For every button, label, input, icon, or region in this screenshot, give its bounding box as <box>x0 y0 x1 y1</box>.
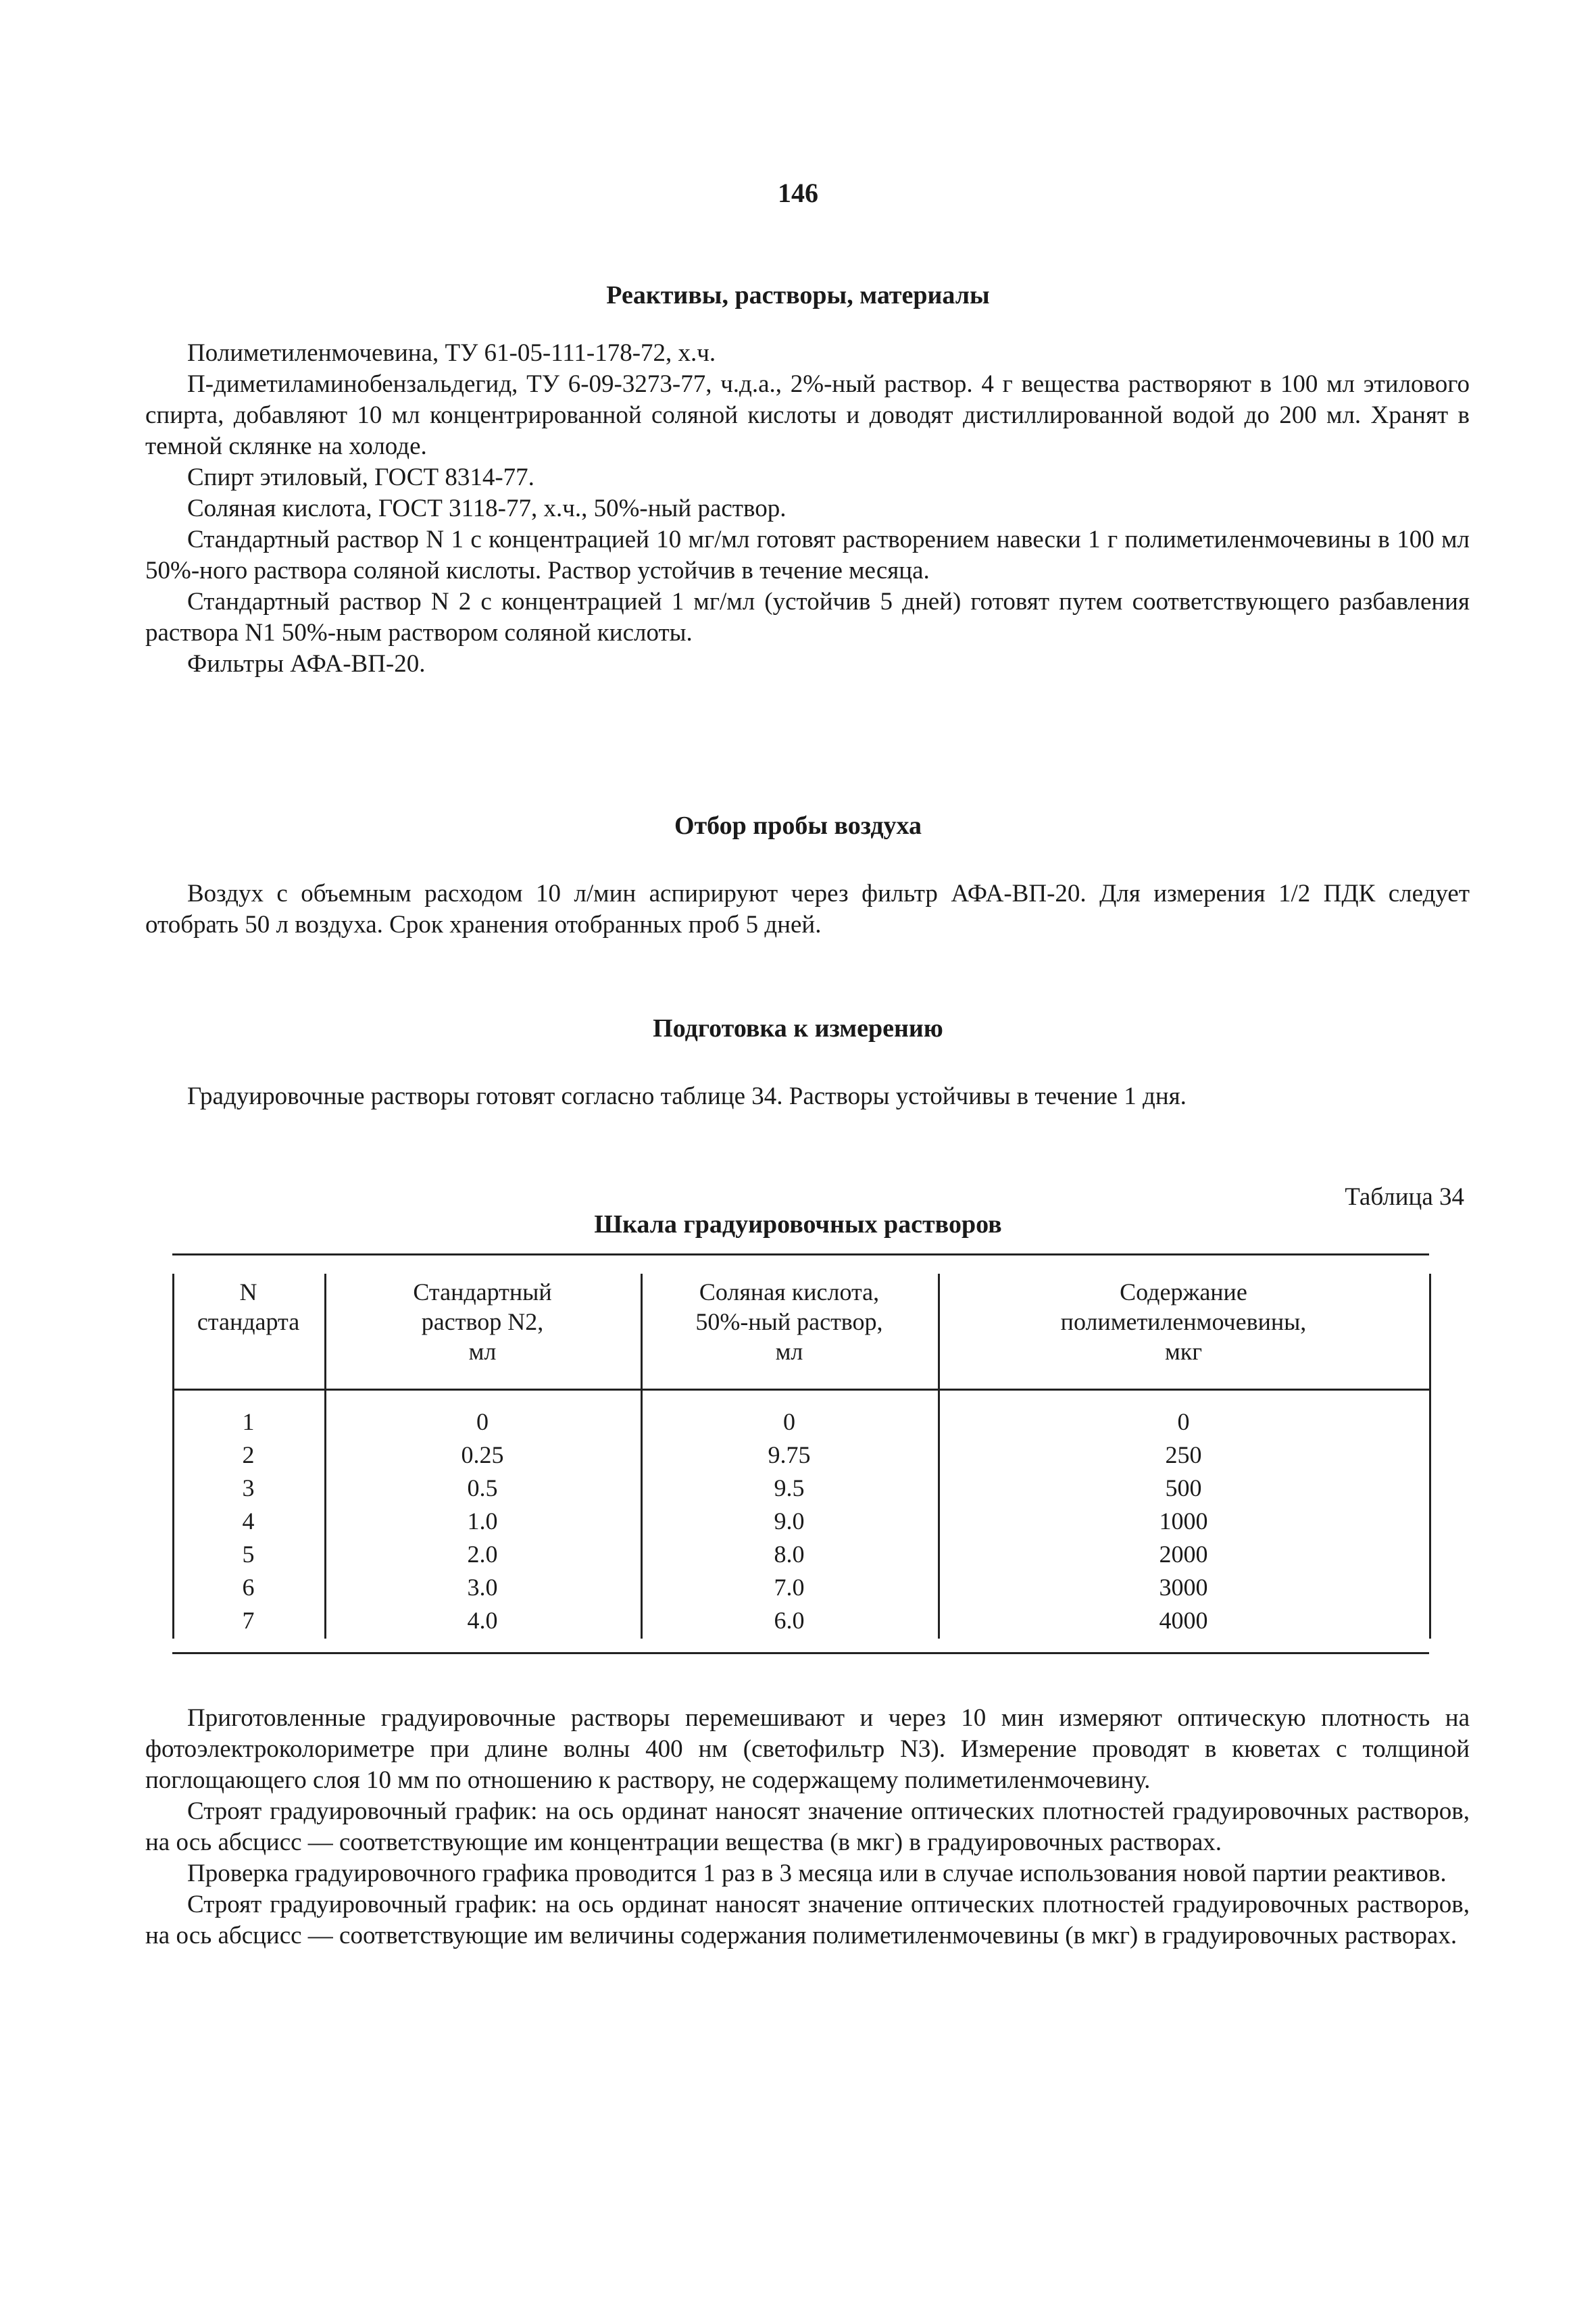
table-cell: 6.0 <box>774 1607 805 1634</box>
paragraph: Фильтры АФА-ВП-20. <box>187 650 426 678</box>
table-cell: 3 <box>242 1474 255 1501</box>
table-cell: 0.5 <box>467 1474 498 1501</box>
table-column-standard <box>324 1405 641 1637</box>
paragraph: Стандартный раствор N 2 с концентрацией 1 мг/мл (устойчив 5 дней) готовят путем соответствующего разбавления раствора N1 50%-ным раствором соляной кислоты. <box>145 588 1470 647</box>
paragraph: Стандартный раствор N 1 с концентрацией 10 мг/мл готовят растворением навески 1 г полиметиленмочевины в 100 мл 50%-ного раствора соляной кислоты. Раствор устойчив в течение месяца. <box>145 526 1470 584</box>
table-cell: 6 <box>242 1574 255 1601</box>
table-cell: 2 <box>242 1441 255 1468</box>
table-cell: 1000 <box>1159 1508 1208 1535</box>
table-cell: 2000 <box>1159 1541 1208 1568</box>
table-cell: 2.0 <box>467 1541 498 1568</box>
table-title: Шкала градуировочных растворов <box>594 1210 1002 1239</box>
table-cell: 7 <box>242 1607 255 1634</box>
section-heading-reagents: Реактивы, растворы, материалы <box>606 281 990 309</box>
table-border-right <box>1429 1274 1431 1639</box>
page-number: 146 <box>778 178 818 208</box>
table-cell: 0 <box>783 1408 795 1435</box>
section-heading-preparation: Подготовка к измерению <box>653 1014 943 1043</box>
paragraph: Соляная кислота, ГОСТ 3118-77, х.ч., 50%-ный раствор. <box>187 495 787 522</box>
table-bottom-rule <box>172 1652 1429 1654</box>
paragraph: Спирт этиловый, ГОСТ 8314-77. <box>187 464 534 491</box>
reagents-list <box>145 338 1470 680</box>
table-cell: 8.0 <box>774 1541 805 1568</box>
paragraph: Строят градуировочный график: на ось ординат наносят значение оптических плотностей градуировочных растворов, на ось абсцисс — соответствующие им концентрации вещества (в мкг) в градуировочных растворах. <box>145 1797 1470 1856</box>
table-column-content <box>938 1405 1429 1637</box>
paragraph: Приготовленные градуировочные растворы перемешивают и через 10 мин измеряют оптическую плотность на фотоэлектроколориметре при длине волны 400 нм (светофильтр N3). Измерение проводят в кюветах с толщиной поглощающего слоя 10 мм по отношению к раствору, не содержащему полиметиленмочевину. <box>145 1704 1470 1794</box>
table-header-rule <box>172 1389 1429 1391</box>
table-cell: 4000 <box>1159 1607 1208 1634</box>
table-cell: 9.5 <box>774 1474 805 1501</box>
table-header-n: N стандарта <box>197 1278 300 1335</box>
table-cell: 7.0 <box>774 1574 805 1601</box>
table-cell: 0 <box>476 1408 489 1435</box>
paragraph: П-диметиламинобензальдегид, ТУ 6-09-3273-77, ч.д.а., 2%-ный раствор. 4 г вещества растворяют в 100 мл этилового спирта, добавляют 10 мл концентрированной соляной кислоты и доводят дистиллированной водой до 200 мл. Хранят в темной склянке на холоде. <box>145 370 1470 460</box>
table-cell: 3000 <box>1159 1574 1208 1601</box>
table-cell: 3.0 <box>467 1574 498 1601</box>
table-cell: 1 <box>242 1408 255 1435</box>
paragraph: Строят градуировочный график: на ось ординат наносят значение оптических плотностей градуировочных растворов, на ось абсцисс — соответствующие им величины содержания полиметиленмочевины (в мкг) в градуировочных растворах. <box>145 1891 1470 1949</box>
table-cell: 0.25 <box>461 1441 504 1468</box>
table-cell: 5 <box>242 1541 255 1568</box>
table-header-content: Содержание полиметиленмочевины, мкг <box>1060 1278 1307 1365</box>
table-cell: 1.0 <box>467 1508 498 1535</box>
table-column-n <box>172 1405 324 1637</box>
table-cell: 9.75 <box>768 1441 811 1468</box>
table-header-hcl: Соляная кислота, 50%-ный раствор, мл <box>695 1278 883 1365</box>
table-cell: 250 <box>1165 1441 1202 1468</box>
table-cell: 4.0 <box>467 1607 498 1634</box>
table-column-hcl <box>641 1405 938 1637</box>
paragraph: Градуировочные растворы готовят согласно таблице 34. Растворы устойчивы в течение 1 дня. <box>187 1082 1187 1110</box>
paragraph: Воздух с объемным расходом 10 л/мин аспирируют через фильтр АФА-ВП-20. Для измерения 1/2 ПДК следует отобрать 50 л воздуха. Срок хранения отобранных проб 5 дней. <box>145 880 1470 939</box>
paragraph: Полиметиленмочевина, ТУ 61-05-111-178-72, х.ч. <box>187 339 716 367</box>
paragraph: Проверка градуировочного графика проводится 1 раз в 3 месяца или в случае использования новой партии реактивов. <box>187 1860 1447 1887</box>
table-cell: 9.0 <box>774 1508 805 1535</box>
table-label: Таблица 34 <box>1345 1183 1464 1211</box>
table-cell: 4 <box>242 1508 255 1535</box>
measurement-text <box>145 1703 1470 1951</box>
sampling-text <box>145 878 1470 941</box>
table-top-rule <box>172 1253 1429 1255</box>
section-heading-sampling: Отбор пробы воздуха <box>674 812 922 840</box>
table-cell: 0 <box>1177 1408 1190 1435</box>
preparation-text <box>145 1081 1470 1112</box>
table-header-standard: Стандартный раствор N2, мл <box>413 1278 552 1365</box>
table-cell: 500 <box>1165 1474 1202 1501</box>
